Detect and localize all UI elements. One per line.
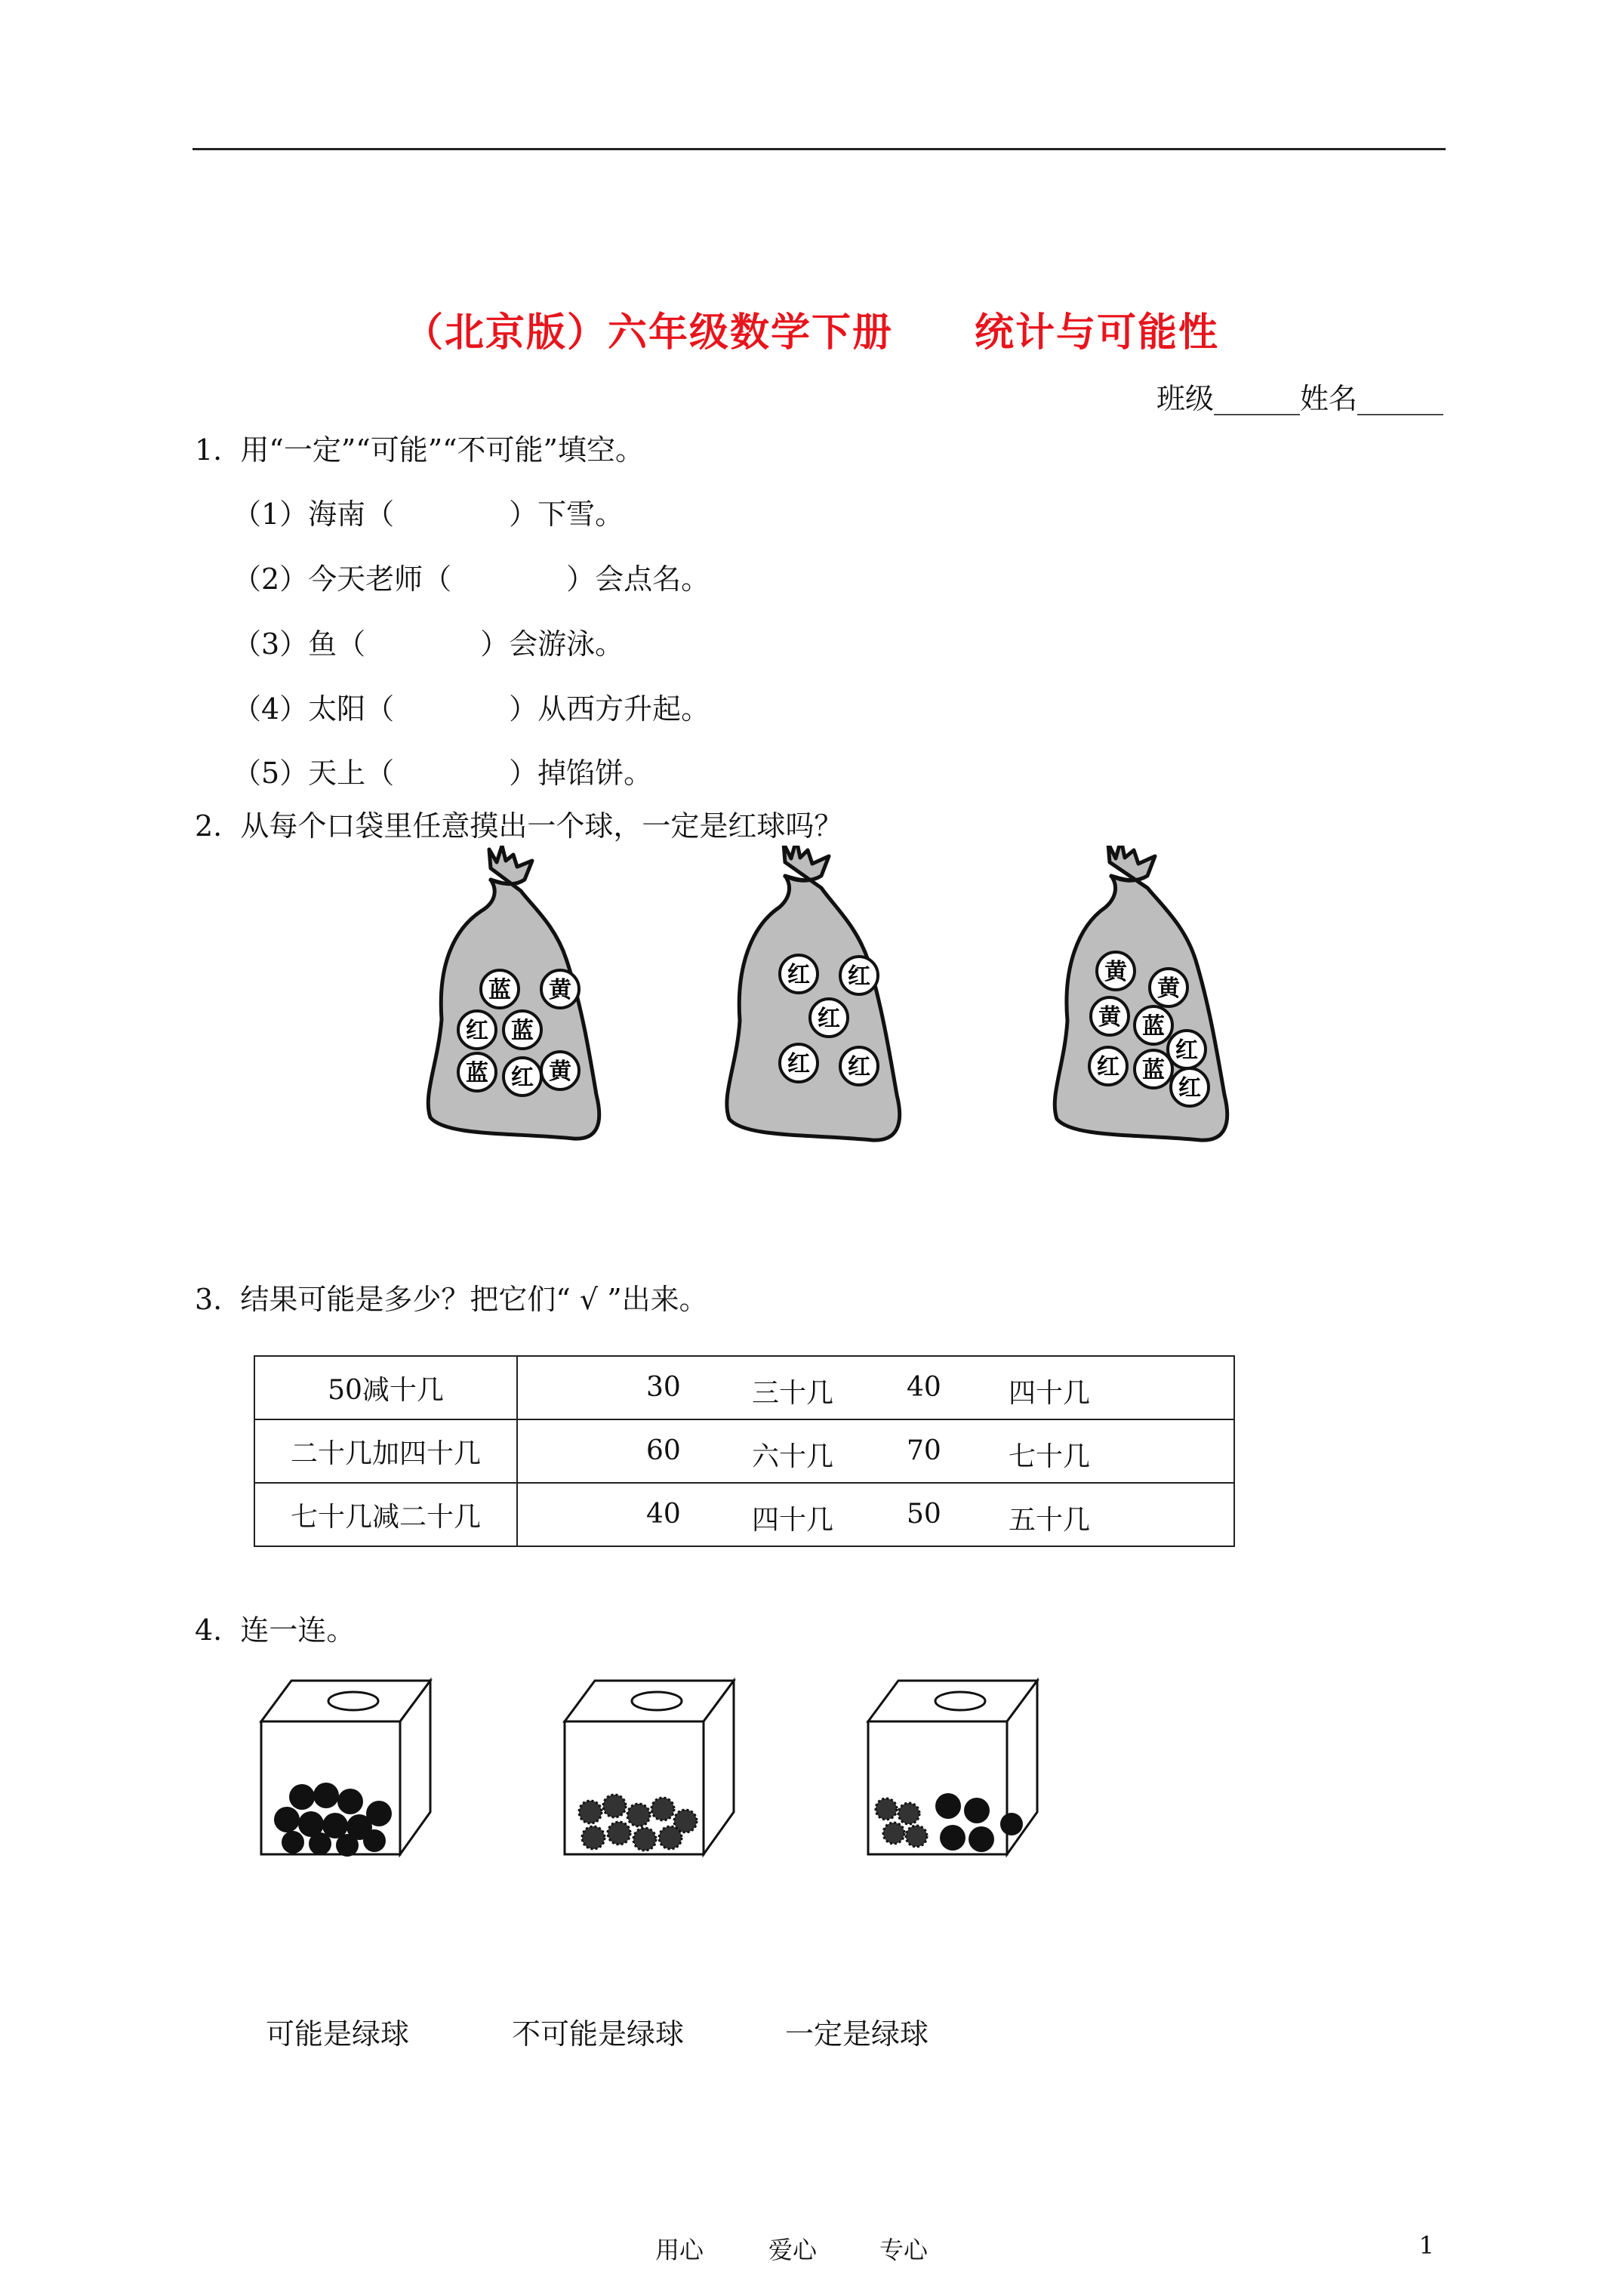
- ball: [1091, 997, 1129, 1035]
- ball: [840, 957, 878, 994]
- ball-label: 黄: [549, 977, 571, 1003]
- q1-item: （1）海南（ ）下雪。: [233, 498, 624, 531]
- ball: [1135, 1050, 1172, 1088]
- ball-label: 红: [848, 963, 870, 990]
- box-illustration: [261, 1681, 430, 1857]
- ball-label: 黄: [1098, 1004, 1121, 1031]
- class-name-line: 班级______姓名______: [1156, 382, 1443, 415]
- ball-label: 黄: [1104, 959, 1127, 985]
- label-impossible-green[interactable]: 不可能是绿球: [512, 2017, 685, 2051]
- q1-item: （2）今天老师（ ）会点名。: [233, 562, 710, 596]
- ball: [1097, 952, 1135, 990]
- table-row: [254, 1356, 1234, 1419]
- ball-label: 蓝: [466, 1060, 488, 1086]
- ball: [541, 1052, 579, 1089]
- ball-label: 黄: [549, 1059, 571, 1085]
- ball: [1135, 1006, 1172, 1044]
- bags-figure: [400, 846, 1238, 1163]
- option-value[interactable]: 40: [646, 1499, 681, 1530]
- option-value[interactable]: 四十几: [752, 1505, 834, 1536]
- ball-label: 蓝: [511, 1018, 534, 1044]
- footer-item: 用心: [655, 2236, 704, 2264]
- ball: [458, 1011, 496, 1049]
- ball-label: 红: [818, 1006, 840, 1032]
- label-maybe-green[interactable]: 可能是绿球: [266, 2017, 410, 2051]
- box-illustration: [565, 1681, 734, 1854]
- q3-prompt: 3. 结果可能是多少？把它们“ √ ”出来。: [195, 1283, 708, 1316]
- ball: [481, 970, 519, 1008]
- q4-prompt: 4. 连一连。: [195, 1613, 356, 1647]
- q1-item: （4）太阳（ ）从西方升起。: [233, 692, 710, 726]
- q1-item: （5）天上（ ）掉馅饼。: [233, 757, 653, 790]
- options-table: [254, 1355, 1235, 1547]
- footer-item: 专心: [879, 2236, 929, 2264]
- q1-prompt: 1. 用“一定”“可能”“不可能”填空。: [195, 433, 644, 467]
- ball: [1089, 1047, 1127, 1085]
- table-row: [254, 1419, 1234, 1483]
- ball: [541, 970, 579, 1008]
- option-value[interactable]: 60: [646, 1435, 681, 1466]
- ball-label: 红: [787, 1051, 810, 1077]
- ball-label: 红: [1175, 1037, 1198, 1064]
- option-value[interactable]: 70: [907, 1435, 941, 1466]
- ball-label: 黄: [1157, 975, 1180, 1002]
- ball-label: 蓝: [488, 977, 511, 1003]
- table-row: [254, 1483, 1234, 1546]
- bag-illustration: [727, 846, 900, 1140]
- option-value[interactable]: 50: [907, 1499, 941, 1530]
- ball-label: 蓝: [1142, 1013, 1165, 1040]
- header-rule: [192, 148, 1446, 150]
- ball: [780, 955, 818, 993]
- page-title: （北京版）六年级数学下册 统计与可能性: [403, 310, 1219, 356]
- option-value[interactable]: 六十几: [752, 1441, 834, 1472]
- ball-label: 红: [466, 1018, 488, 1044]
- ball: [780, 1044, 818, 1082]
- option-value[interactable]: 七十几: [1009, 1441, 1091, 1472]
- ball: [1150, 969, 1187, 1006]
- ball: [840, 1047, 878, 1085]
- boxes-figure: [257, 1676, 1072, 1857]
- q2-prompt: 2. 从每个口袋里任意摸出一个球，一定是红球吗？: [195, 809, 843, 843]
- footer-item: 爱心: [768, 2236, 818, 2264]
- ball: [810, 999, 848, 1037]
- option-value[interactable]: 五十几: [1009, 1505, 1091, 1536]
- option-value[interactable]: 三十几: [752, 1378, 834, 1409]
- option-value[interactable]: 30: [646, 1372, 681, 1403]
- ball: [1171, 1068, 1209, 1106]
- ball-label: 红: [848, 1054, 870, 1080]
- ball: [504, 1058, 541, 1096]
- ball: [504, 1011, 541, 1049]
- page-number: 1: [1418, 2231, 1434, 2260]
- ball-label: 红: [787, 962, 810, 988]
- option-value[interactable]: 40: [907, 1372, 941, 1403]
- option-value[interactable]: 四十几: [1009, 1378, 1091, 1409]
- expression-cell: 七十几减二十几: [254, 1483, 517, 1546]
- ball: [458, 1053, 496, 1091]
- expression-cell: 二十几加四十几: [254, 1419, 517, 1483]
- label-certain-green[interactable]: 一定是绿球: [785, 2017, 929, 2051]
- q1-item: （3）鱼（ ）会游泳。: [233, 627, 624, 661]
- ball-label: 蓝: [1142, 1057, 1165, 1083]
- box-illustration: [868, 1681, 1037, 1854]
- ball: [1168, 1031, 1206, 1068]
- ball-label: 红: [511, 1065, 534, 1091]
- expression-cell: 50减十几: [254, 1356, 517, 1419]
- ball-label: 红: [1097, 1054, 1119, 1080]
- ball-label: 红: [1178, 1075, 1201, 1102]
